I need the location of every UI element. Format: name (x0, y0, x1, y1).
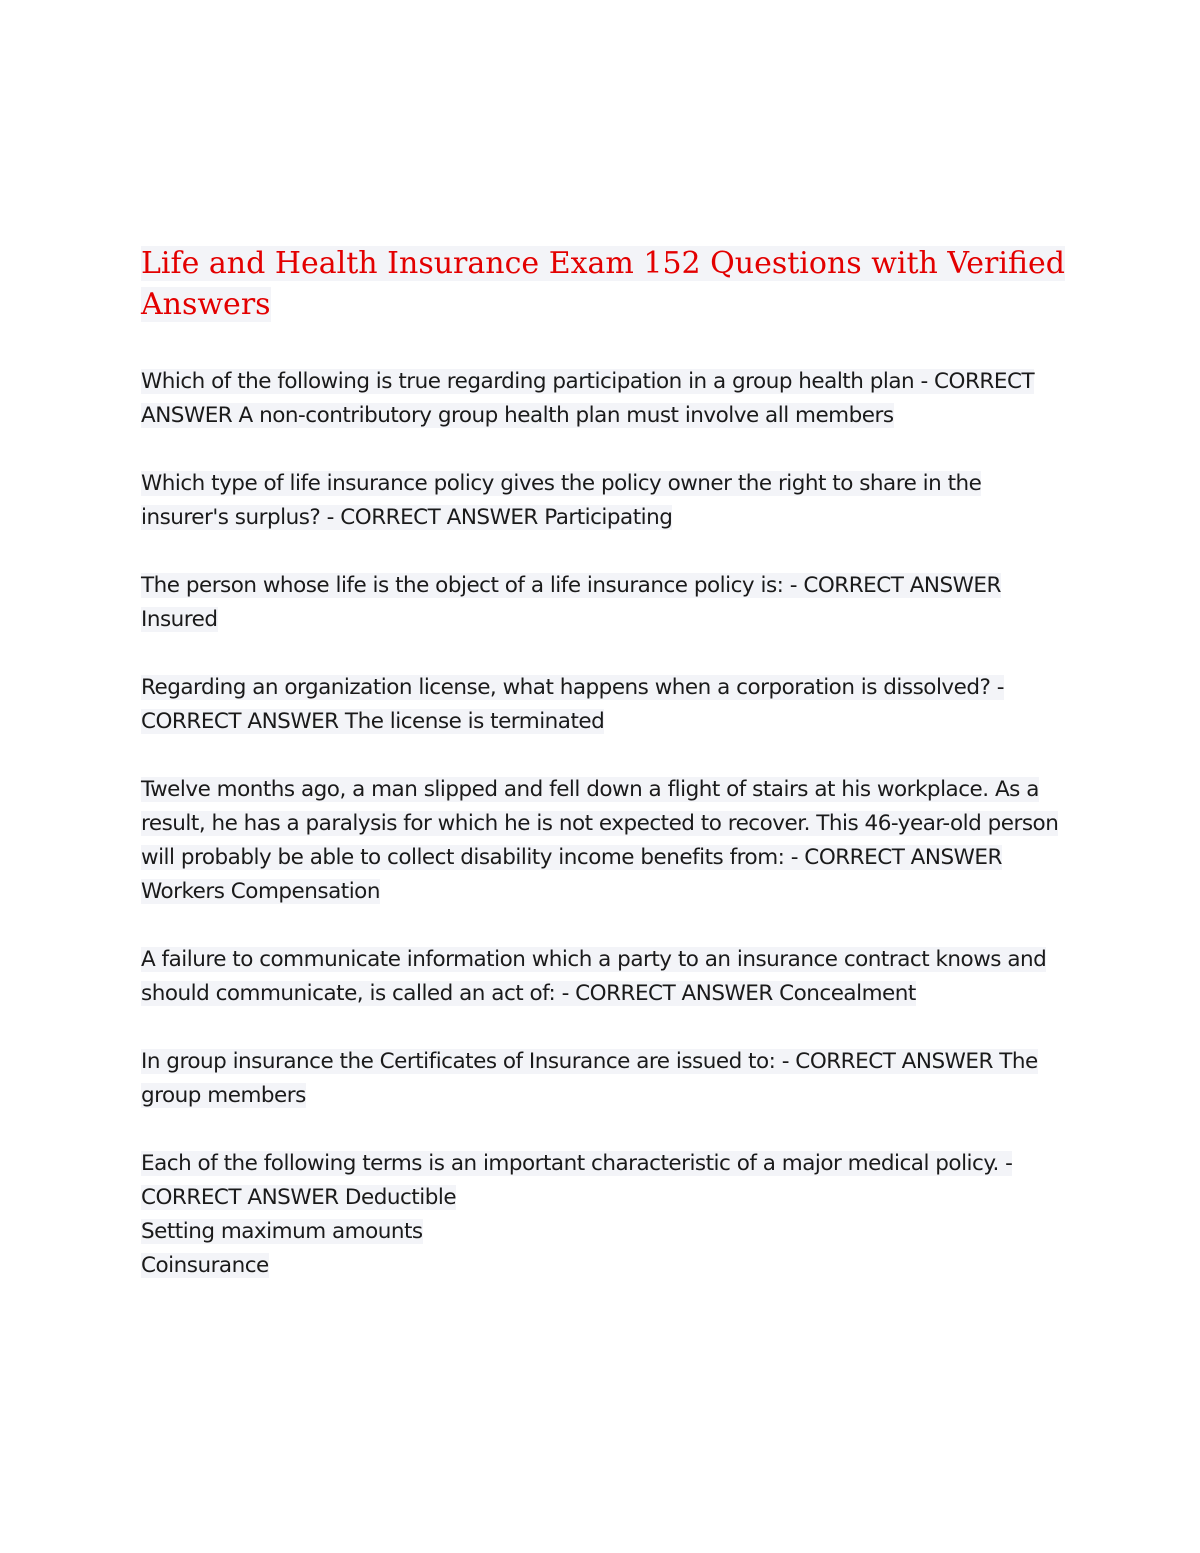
qa-line (141, 1147, 1066, 1215)
qa-text: In group insurance the Certificates of Insurance are issued to: - CORRECT ANSWER The group members (141, 1049, 1038, 1108)
qa-item (141, 671, 1066, 739)
qa-item (141, 943, 1066, 1011)
qa-text: Coinsurance (141, 1253, 269, 1278)
qa-item (141, 569, 1066, 637)
qa-item (141, 1147, 1066, 1283)
document-title-text: Life and Health Insurance Exam 152 Questions with Verified Answers (141, 246, 1065, 322)
qa-text: The person whose life is the object of a life insurance policy is: - CORRECT ANSWER Insured (141, 573, 1001, 632)
qa-line (141, 1249, 1066, 1283)
document-title (141, 243, 1066, 325)
qa-text: Which type of life insurance policy gives the policy owner the right to share in the insurer's surplus? - CORRECT ANSWER Participating (141, 471, 982, 530)
qa-text: Regarding an organization license, what happens when a corporation is dissolved? - CORRECT ANSWER The license is terminated (141, 675, 1005, 734)
qa-item (141, 365, 1066, 433)
qa-text: Twelve months ago, a man slipped and fell down a flight of stairs at his workplace. As a result, he has a paralysis for which he is not expected to recover. This 46-year-old person will probably be able to collect disability income benefits from: - CORRECT ANSWER Workers Compensation (141, 777, 1059, 904)
qa-text: Setting maximum amounts (141, 1219, 423, 1244)
qa-item (141, 1045, 1066, 1113)
qa-item (141, 467, 1066, 535)
qa-text: A failure to communicate information which a party to an insurance contract knows and should communicate, is called an act of: - CORRECT ANSWER Concealment (141, 947, 1047, 1006)
qa-line (141, 1215, 1066, 1249)
document-content (141, 243, 1066, 1317)
qa-text: Each of the following terms is an important characteristic of a major medical policy. - CORRECT ANSWER Deductible (141, 1151, 1013, 1210)
qa-text: Which of the following is true regarding participation in a group health plan - CORRECT ANSWER A non-contributory group health plan must involve all members (141, 369, 1035, 428)
qa-item (141, 773, 1066, 909)
